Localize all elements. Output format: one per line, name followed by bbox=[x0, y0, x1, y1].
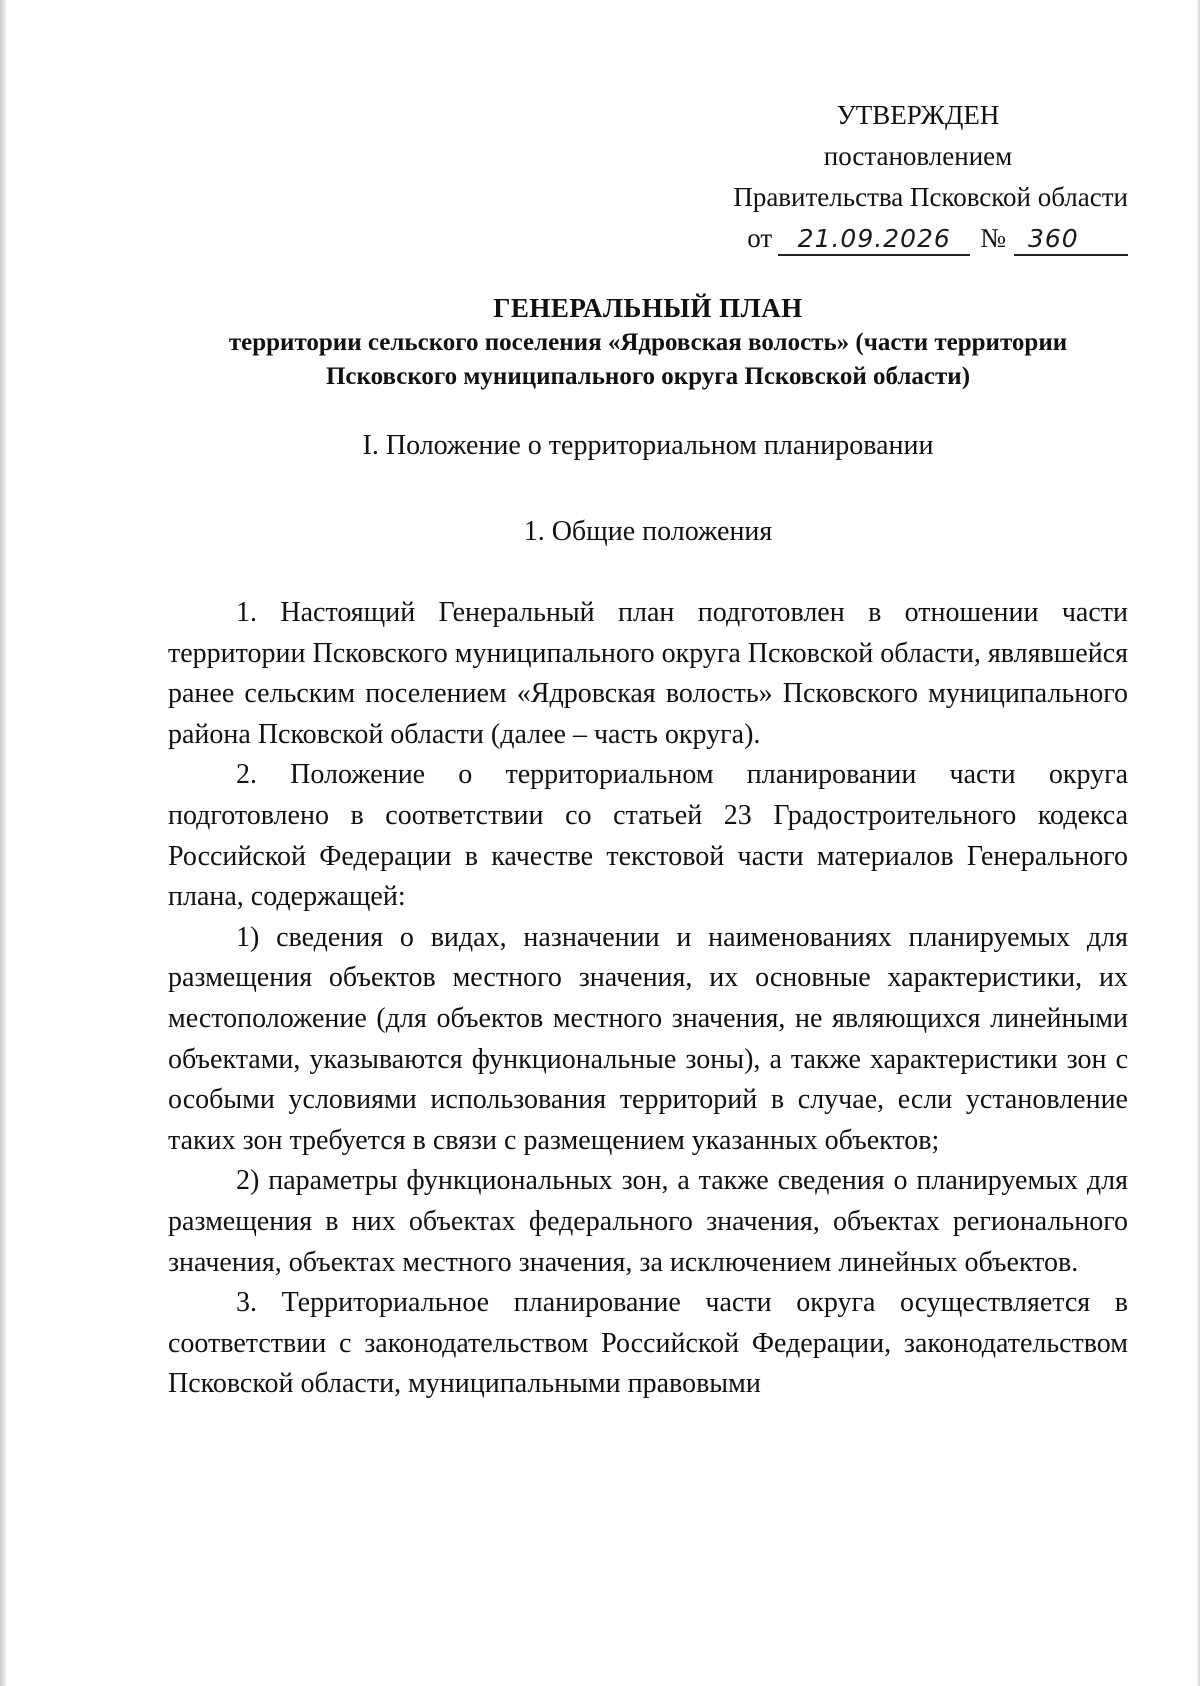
paragraph-3: 3. Территориальное планирование части округа осуществляется в соответствии с законодательством Российской Федерации, законодательством Псковской области, муниципальными правовыми bbox=[168, 1287, 1128, 1400]
paragraph-2-item-2: 2) параметры функциональных зон, а также сведения о планируемых для размещения в них объектах федерального значения, объектах регионального значения, объектах местного значения, за исключением линейных объектов. bbox=[168, 1165, 1128, 1278]
subsection-heading: 1. Общие положения bbox=[523, 516, 773, 547]
body-text bbox=[168, 593, 1128, 1405]
paragraph-1: 1. Настоящий Генеральный план подготовлен в отношении части территории Псковского муниципального округа Псковской области, являвшейся ранее сельским поселением «Ядровская волость» Псковского муниципального района Псковской области (далее – часть округа). bbox=[168, 597, 1128, 750]
number-sign: № bbox=[980, 223, 1006, 253]
handwritten-number: 360 bbox=[1014, 224, 1128, 256]
section-heading: I. Положение о территориальном планировании bbox=[362, 430, 934, 461]
approval-resolution-label: постановлением bbox=[823, 141, 1013, 171]
date-prefix: от bbox=[747, 223, 773, 253]
approval-stamp-block bbox=[708, 95, 1128, 259]
scan-edge-right bbox=[1196, 0, 1200, 1686]
approval-authority: Правительства Псковской области bbox=[733, 182, 1128, 212]
approval-heading: УТВЕРЖДЕН bbox=[836, 100, 1000, 130]
document-subtitle-line-1: территории сельского поселения «Ядровская волость» (части территории bbox=[228, 329, 1068, 356]
scan-edge-left bbox=[0, 0, 6, 1686]
document-title-block bbox=[168, 290, 1128, 394]
document-title: ГЕНЕРАЛЬНЫЙ ПЛАН bbox=[493, 293, 803, 323]
paragraph-2: 2. Положение о территориальном планировании части округа подготовлено в соответствии со статьей 23 Градостроительного кодекса Российской Федерации в качестве текстовой части материалов Генерального плана, содержащей: bbox=[168, 759, 1128, 913]
paragraph-2-item-1: 1) сведения о видах, назначении и наименованиях планируемых для размещения объектов местного значения, их основные характеристики, их местоположение (для объектов местного значения, не являющихся линейными объектами, указываются функциональные зоны), а также характеристики зон с особыми условиями использования территорий в случае, если установление таких зон требуется в связи с размещением указанных объектов; bbox=[168, 921, 1128, 1156]
approval-date-line bbox=[708, 218, 1128, 259]
handwritten-date: 21.09.2026 bbox=[778, 224, 970, 256]
document-subtitle-line-2: Псковского муниципального округа Псковской области) bbox=[325, 363, 971, 390]
